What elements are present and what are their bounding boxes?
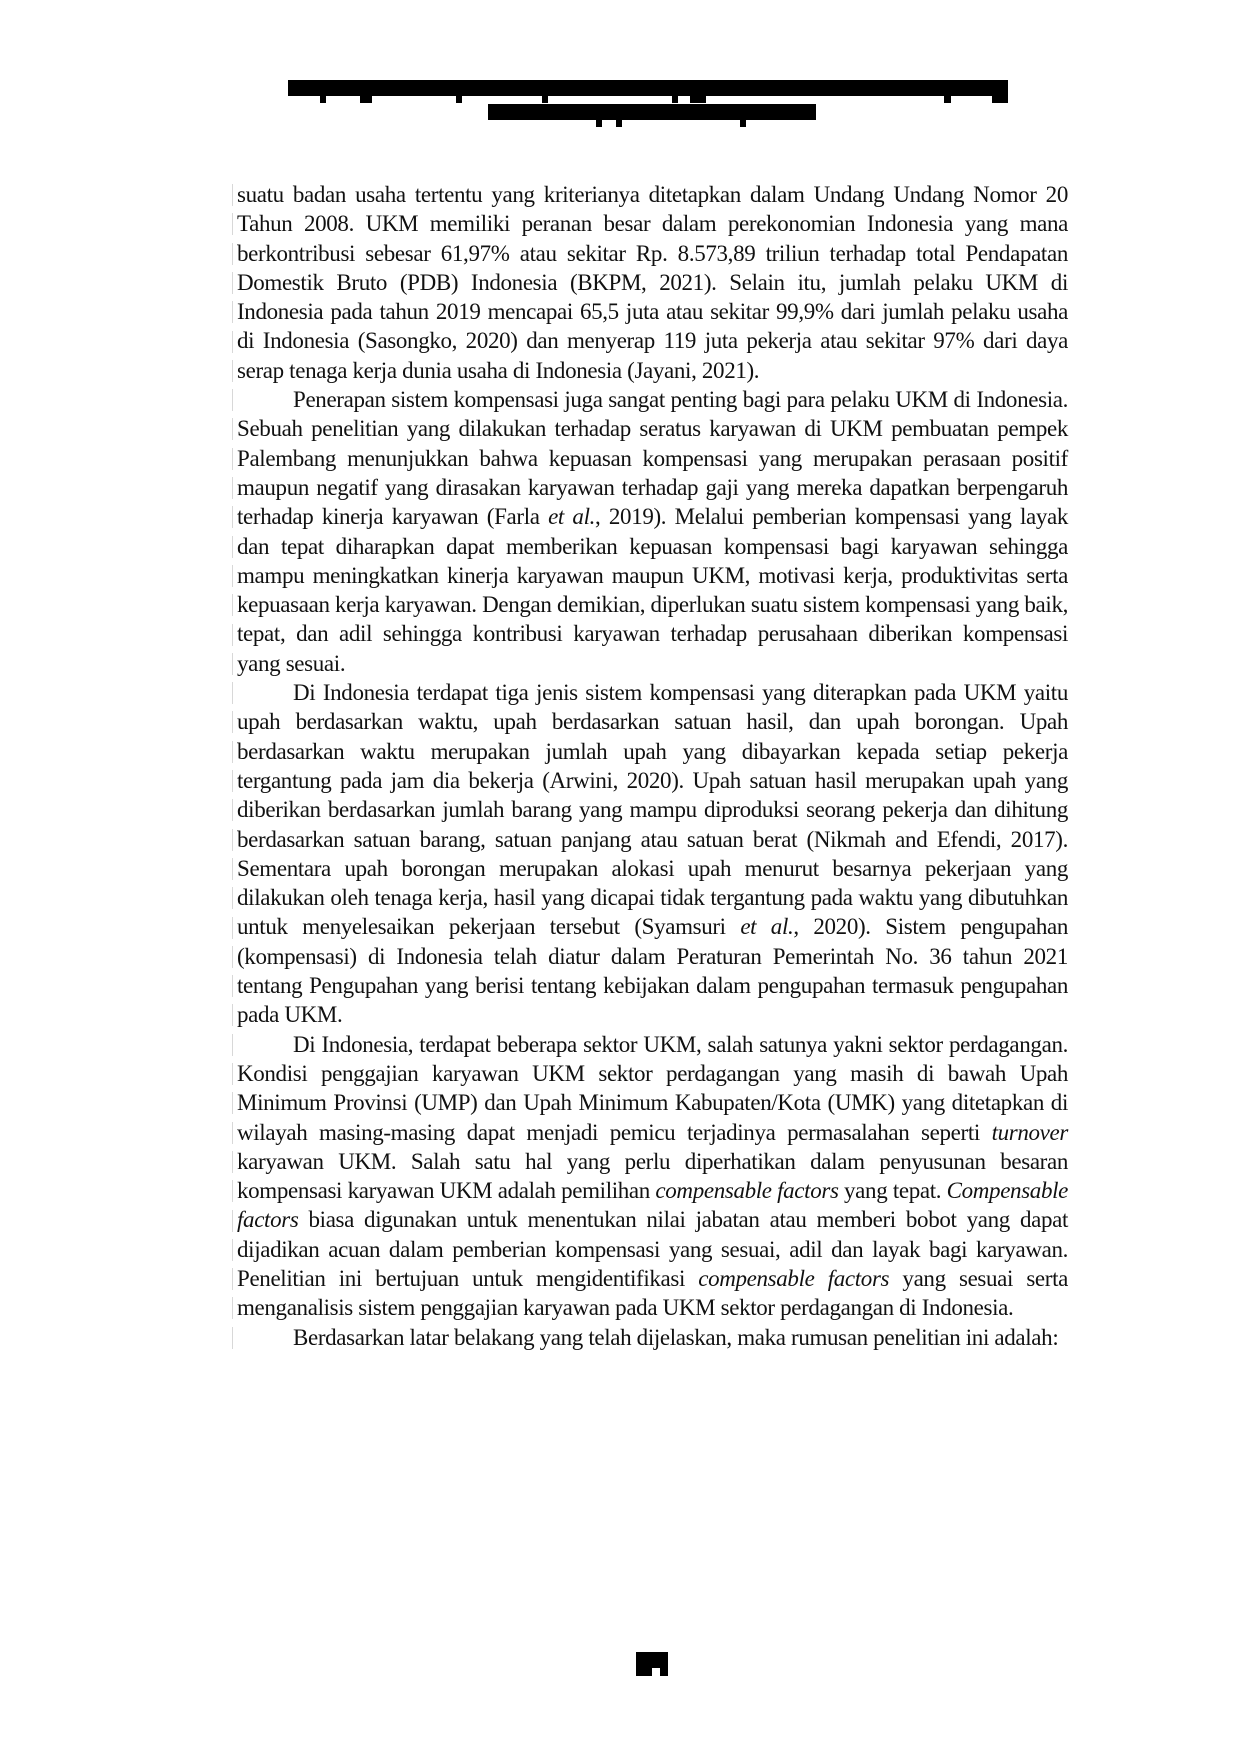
gutter-mark xyxy=(232,213,233,235)
text-segment-italic: et al. xyxy=(740,914,794,940)
paragraph-3 xyxy=(237,678,1068,1030)
gutter-mark xyxy=(232,506,233,528)
gutter-mark xyxy=(232,946,233,968)
gutter-mark xyxy=(232,565,233,587)
gutter-mark xyxy=(232,770,233,792)
text-segment: yang sesuai serta menganalisis sistem penggajian karyawan pada UKM sektor perdagangan di Indonesia. xyxy=(237,1265,1068,1321)
paragraph-4 xyxy=(237,1030,1068,1323)
gutter-mark xyxy=(232,272,233,294)
text-segment-italic: compensable factors xyxy=(698,1265,890,1291)
gutter-mark xyxy=(232,360,233,382)
gutter-mark xyxy=(232,975,233,997)
gutter-mark xyxy=(232,418,233,440)
gutter-mark xyxy=(232,1122,233,1144)
header-redaction-tick xyxy=(992,96,1008,103)
gutter-mark xyxy=(232,858,233,880)
gutter-mark xyxy=(232,887,233,909)
header-redaction-tick xyxy=(542,96,548,103)
gutter-mark xyxy=(232,799,233,821)
gutter-mark xyxy=(232,1092,233,1114)
gutter-mark xyxy=(232,682,233,704)
header-redaction-bar-2 xyxy=(488,104,816,120)
gutter-mark xyxy=(232,331,233,353)
text-segment: biasa digunakan untuk menentukan nilai jabatan atau memberi bobot yang dapat dijadikan acuan dalam pemberian kompensasi yang sesuai, adil dan layak bagi karyawan. Penelitian ini bertujuan untuk mengidentifikasi xyxy=(237,1207,1068,1291)
gutter-mark xyxy=(232,653,233,675)
text-segment: Berdasarkan latar belakang yang telah dijelaskan, maka rumusan penelitian ini adalah: xyxy=(293,1324,1059,1350)
text-segment-italic: Compensable factors xyxy=(237,1178,1068,1233)
header-redaction-tick xyxy=(740,120,746,127)
text-segment: karyawan UKM. Salah satu hal yang perlu diperhatikan dalam penyusunan besaran kompensasi karyawan UKM adalah pemilihan xyxy=(237,1148,1068,1204)
text-segment-italic: turnover xyxy=(991,1119,1068,1145)
header-redaction-tick xyxy=(944,96,951,103)
gutter-mark xyxy=(232,477,233,499)
gutter-mark xyxy=(232,536,233,558)
gutter-mark xyxy=(232,829,233,851)
gutter-mark xyxy=(232,741,233,763)
header-redaction-tick xyxy=(596,120,602,127)
text-segment: Di Indonesia, terdapat beberapa sektor UKM, salah satunya yakni sektor perdagangan. Kondisi penggajian karyawan UKM sektor perdagangan yang masih di bawah Upah Minimum Provinsi (UMP) dan Upah Minimum Kabupaten/Kota (UMK) yang ditetapkan di wilayah masing-masing dapat menjadi pemicu terjadinya permasalahan seperti xyxy=(237,1031,1068,1145)
text-segment-italic: et al. xyxy=(548,504,596,530)
header-redaction-bar-1 xyxy=(288,80,1008,96)
gutter-mark xyxy=(232,1239,233,1261)
gutter-mark xyxy=(232,1151,233,1173)
gutter-mark xyxy=(232,184,233,206)
gutter-mark xyxy=(232,917,233,939)
text-segment: , 2020). Sistem pengupahan (kompensasi) di Indonesia telah diatur dalam Peraturan Pemerintah No. 36 tahun 2021 tentang Pengupahan yang berisi tentang kebijakan dalam pengupahan termasuk pengupahan pada UKM. xyxy=(237,914,1068,1028)
paragraph-5 xyxy=(237,1323,1068,1352)
gutter-mark xyxy=(232,1004,233,1026)
gutter-mark xyxy=(232,1034,233,1056)
text-segment: yang tepat. xyxy=(838,1178,947,1204)
text-segment: Di Indonesia terdapat tiga jenis sistem kompensasi yang diterapkan pada UKM yaitu upah berdasarkan waktu, upah berdasarkan satuan hasil, dan upah borongan. Upah berdasarkan waktu merupakan jumlah upah yang dibayarkan kepada setiap pekerja tergantung pada jam dia bekerja (Arwini, 2020). Upah satuan hasil merupakan upah yang diberikan berdasarkan jumlah barang yang mampu diproduksi seorang pekerja dan dihitung berdasarkan satuan barang, satuan panjang atau satuan berat (Nikmah and Efendi, 2017). Sementara upah borongan merupakan alokasi upah menurut besarnya pekerjaan yang dilakukan oleh tenaga kerja, hasil yang dicapai tidak tergantung pada waktu yang dibutuhkan untuk menyelesaikan pekerjaan tersebut (Syamsuri xyxy=(237,680,1068,940)
gutter-mark xyxy=(232,243,233,265)
text-segment-italic: compensable factors xyxy=(655,1178,839,1204)
paragraph-2 xyxy=(237,385,1068,678)
header-redaction-tick xyxy=(360,96,372,103)
gutter-mark xyxy=(232,301,233,323)
page-number-redaction-notch xyxy=(652,1668,660,1676)
header-redaction-tick xyxy=(616,120,622,127)
gutter-mark xyxy=(232,1180,233,1202)
paragraph-1 xyxy=(237,180,1068,385)
body-text xyxy=(237,180,1068,1352)
gutter-mark xyxy=(232,1210,233,1232)
gutter-mark xyxy=(232,1268,233,1290)
gutter-mark xyxy=(232,448,233,470)
header-redaction-tick xyxy=(672,96,678,103)
gutter-mark xyxy=(232,624,233,646)
header-redaction-tick xyxy=(690,96,706,103)
gutter-mark xyxy=(232,389,233,411)
header-redaction-tick xyxy=(320,96,326,103)
text-segment: , 2019). Melalui pemberian kompensasi yang layak dan tepat diharapkan dapat memberikan kepuasan kompensasi bagi karyawan sehingga mampu meningkatkan kinerja karyawan maupun UKM, motivasi kerja, produktivitas serta kepuasaan kerja karyawan. Dengan demikian, diperlukan suatu sistem kompensasi yang baik, tepat, dan adil sehingga kontribusi karyawan terhadap perusahaan diberikan kompensasi yang sesuai. xyxy=(237,504,1069,676)
header-redaction-tick xyxy=(456,96,462,103)
gutter-mark xyxy=(232,1327,233,1349)
text-segment: Penerapan sistem kompensasi juga sangat penting bagi para pelaku UKM di Indonesia. Sebuah penelitian yang dilakukan terhadap seratus karyawan di UKM pembuatan pempek Palembang menunjukkan bahwa kepuasan kompensasi yang merupakan perasaan positif maupun negatif yang dirasakan karyawan terhadap gaji yang mereka dapatkan berpengaruh terhadap kinerja karyawan (Farla xyxy=(237,387,1068,530)
gutter-mark xyxy=(232,1297,233,1319)
gutter-mark xyxy=(232,594,233,616)
text-segment: suatu badan usaha tertentu yang kriterianya ditetapkan dalam Undang Undang Nomor 20 Tahun 2008. UKM memiliki peranan besar dalam perekonomian Indonesia yang mana berkontribusi sebesar 61,97% atau sekitar Rp. 8.573,89 triliun terhadap total Pendapatan Domestik Bruto (PDB) Indonesia (BKPM, 2021). Selain itu, jumlah pelaku UKM di Indonesia pada tahun 2019 mencapai 65,5 juta atau sekitar 99,9% dari jumlah pelaku usaha di Indonesia (Sasongko, 2020) dan menyerap 119 juta pekerja atau sekitar 97% dari daya serap tenaga kerja dunia usaha di Indonesia (Jayani, 2021). xyxy=(237,182,1068,383)
gutter-mark xyxy=(232,1063,233,1085)
gutter-mark xyxy=(232,711,233,733)
